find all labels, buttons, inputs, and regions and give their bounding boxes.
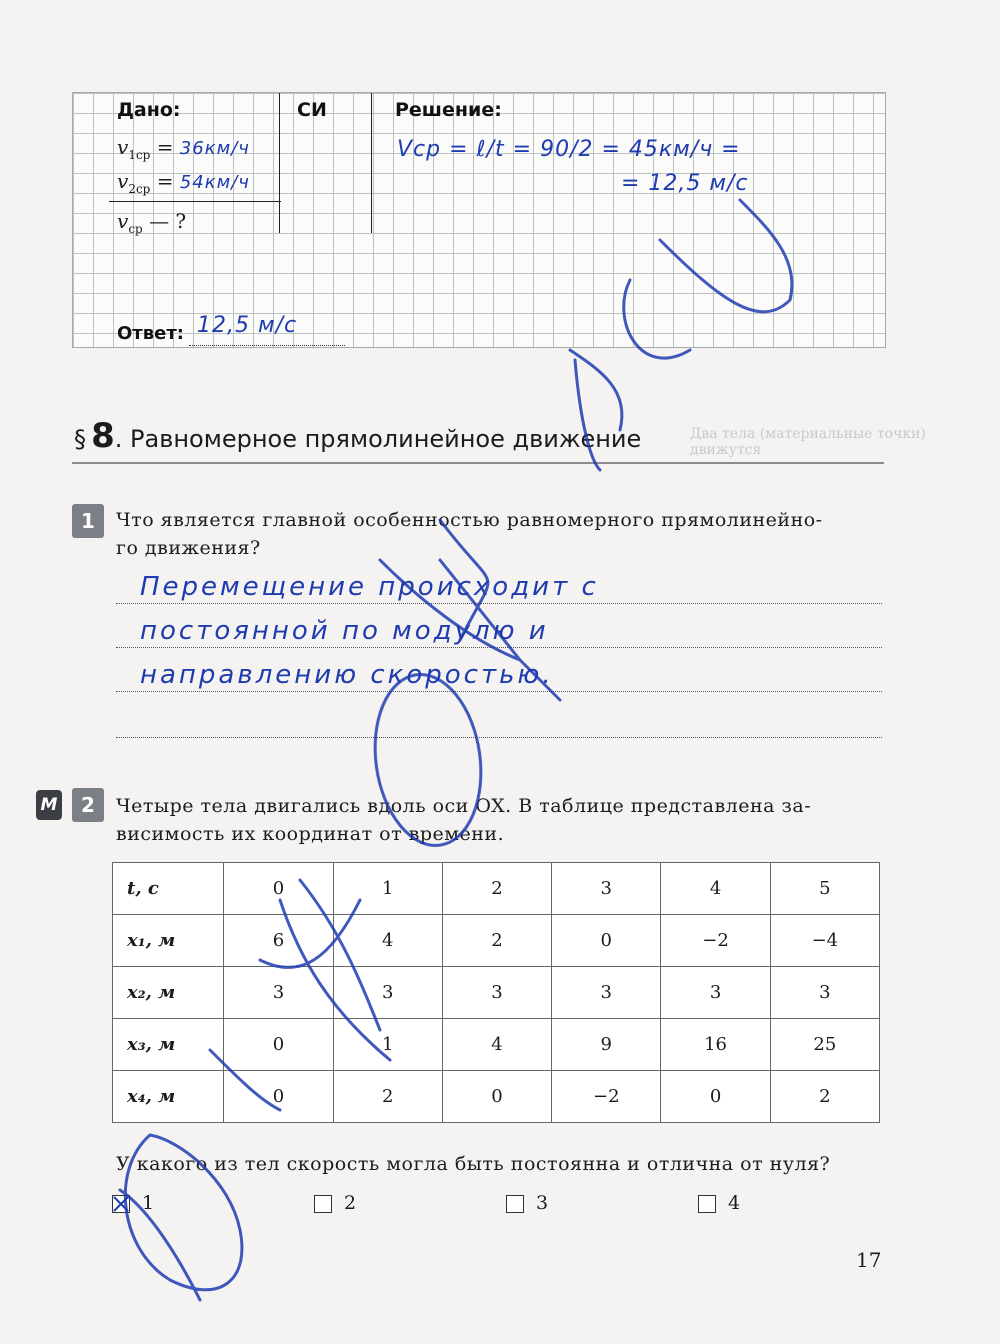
divider-given-line	[109, 201, 281, 202]
table-cell: 0	[442, 1071, 551, 1123]
option-2-checkbox[interactable]	[314, 1195, 332, 1213]
row-label-x1: x₁, м	[113, 915, 224, 967]
table-row	[113, 863, 880, 915]
v2-eq: =	[156, 169, 174, 193]
table-cell: 25	[770, 1019, 879, 1071]
option-3-checkbox[interactable]	[506, 1195, 524, 1213]
section-number: 8	[91, 416, 115, 456]
row-label-x4: x₄, м	[113, 1071, 224, 1123]
table-cell: 0	[224, 1019, 333, 1071]
table-cell: 2	[333, 1071, 442, 1123]
answer-label: Ответ:	[117, 323, 184, 344]
table-cell: 2	[770, 1071, 879, 1123]
row-label-x2: x₂, м	[113, 967, 224, 1019]
q1-hw-answer-1: Перемещение происходит с	[140, 572, 599, 602]
v2-handwritten: 54км/ч	[179, 172, 250, 193]
q1-hw-answer-2: постоянной по модулю и	[140, 616, 549, 646]
q1-line-4	[116, 737, 882, 738]
page-number: 17	[856, 1248, 882, 1272]
v1-given	[117, 135, 250, 162]
answer-dotline	[189, 345, 345, 346]
q1-hw-answer-3: направлению скоростью.	[140, 660, 554, 690]
section-title: . Равномерное прямолинейное движение	[114, 425, 642, 453]
table-row	[113, 1071, 880, 1123]
table-cell: 4	[333, 915, 442, 967]
table-cell: 3	[333, 967, 442, 1019]
v2-given	[117, 169, 250, 196]
solution-handwritten-2: = 12,5 м/с	[621, 171, 749, 196]
answer-handwritten: 12,5 м/с	[197, 313, 298, 338]
v1-symbol: v	[117, 135, 129, 159]
table-cell: 5	[770, 863, 879, 915]
table-cell: 6	[224, 915, 333, 967]
option-4-checkbox[interactable]	[698, 1195, 716, 1213]
option-2[interactable]	[314, 1192, 356, 1214]
row-label-t: t, с	[113, 863, 224, 915]
row-label-x3: x₃, м	[113, 1019, 224, 1071]
table-cell: 3	[552, 967, 661, 1019]
given-solution-box	[72, 92, 886, 348]
option-2-label: 2	[344, 1192, 357, 1214]
checked-x-icon	[113, 1196, 129, 1212]
coordinates-table	[112, 862, 880, 1123]
section-heading	[74, 416, 886, 456]
table-row	[113, 1019, 880, 1071]
v2-subscript: 2ср	[128, 182, 151, 196]
option-3-label: 3	[536, 1192, 549, 1214]
table-cell: 0	[224, 1071, 333, 1123]
v1-eq: =	[156, 135, 174, 159]
option-1-checkbox[interactable]	[112, 1195, 130, 1213]
table-cell: −2	[552, 1071, 661, 1123]
section-underline	[72, 462, 884, 464]
q2-m-badge: М	[36, 790, 62, 820]
q1-line-3	[116, 691, 882, 692]
option-1[interactable]	[112, 1192, 154, 1214]
q1-text-line2: го движения?	[116, 537, 261, 559]
table-cell: 3	[770, 967, 879, 1019]
table-cell: 3	[552, 863, 661, 915]
si-label: СИ	[297, 99, 327, 121]
table-cell: 2	[442, 915, 551, 967]
table-row	[113, 915, 880, 967]
q2-question: У какого из тел скорость могла быть постоянна и отлична от нуля?	[116, 1153, 831, 1175]
table-cell: 3	[224, 967, 333, 1019]
v2-symbol: v	[117, 169, 129, 193]
v1-handwritten: 36км/ч	[179, 138, 250, 159]
option-4[interactable]	[698, 1192, 740, 1214]
solution-handwritten-1: Vср = ℓ/t = 90/2 = 45км/ч =	[397, 137, 741, 162]
table-cell: −2	[661, 915, 770, 967]
table-cell: 3	[442, 967, 551, 1019]
table-cell: 3	[661, 967, 770, 1019]
q1-text-line1: Что является главной особенностью равномерного прямолинейно-	[116, 509, 823, 531]
table-cell: 0	[224, 863, 333, 915]
table-cell: 16	[661, 1019, 770, 1071]
given-label: Дано:	[117, 99, 181, 121]
table-row	[113, 967, 880, 1019]
section-sign: §	[74, 425, 86, 453]
q2-text-line2: висимость их координат от времени.	[116, 823, 505, 845]
bleed-through-5: Два тела (материальные точки) движутся	[690, 426, 926, 458]
q2-number-badge: 2	[72, 788, 104, 822]
table-cell: 1	[333, 1019, 442, 1071]
table-cell: 2	[442, 863, 551, 915]
v1-subscript: 1ср	[128, 148, 151, 162]
q2-text-line1: Четыре тела двигались вдоль оси OX. В таблице представлена за-	[116, 795, 812, 817]
table-cell: 0	[552, 915, 661, 967]
divider-given-si	[279, 93, 280, 233]
table-cell: 4	[442, 1019, 551, 1071]
option-3[interactable]	[506, 1192, 548, 1214]
q1-number-badge: 1	[72, 504, 104, 538]
option-1-label: 1	[142, 1192, 155, 1214]
solution-label: Решение:	[395, 99, 502, 121]
table-cell: 1	[333, 863, 442, 915]
v-avg-question	[117, 209, 186, 236]
table-cell: 9	[552, 1019, 661, 1071]
table-cell: 4	[661, 863, 770, 915]
q1-line-2	[116, 647, 882, 648]
table-cell: 0	[661, 1071, 770, 1123]
q1-line-1	[116, 603, 882, 604]
divider-si-solution	[371, 93, 372, 233]
v-avg-question-mark: — ?	[149, 209, 187, 233]
table-cell: −4	[770, 915, 879, 967]
v-avg-subscript: ср	[128, 222, 143, 236]
v-avg-symbol: v	[117, 209, 129, 233]
option-4-label: 4	[728, 1192, 741, 1214]
